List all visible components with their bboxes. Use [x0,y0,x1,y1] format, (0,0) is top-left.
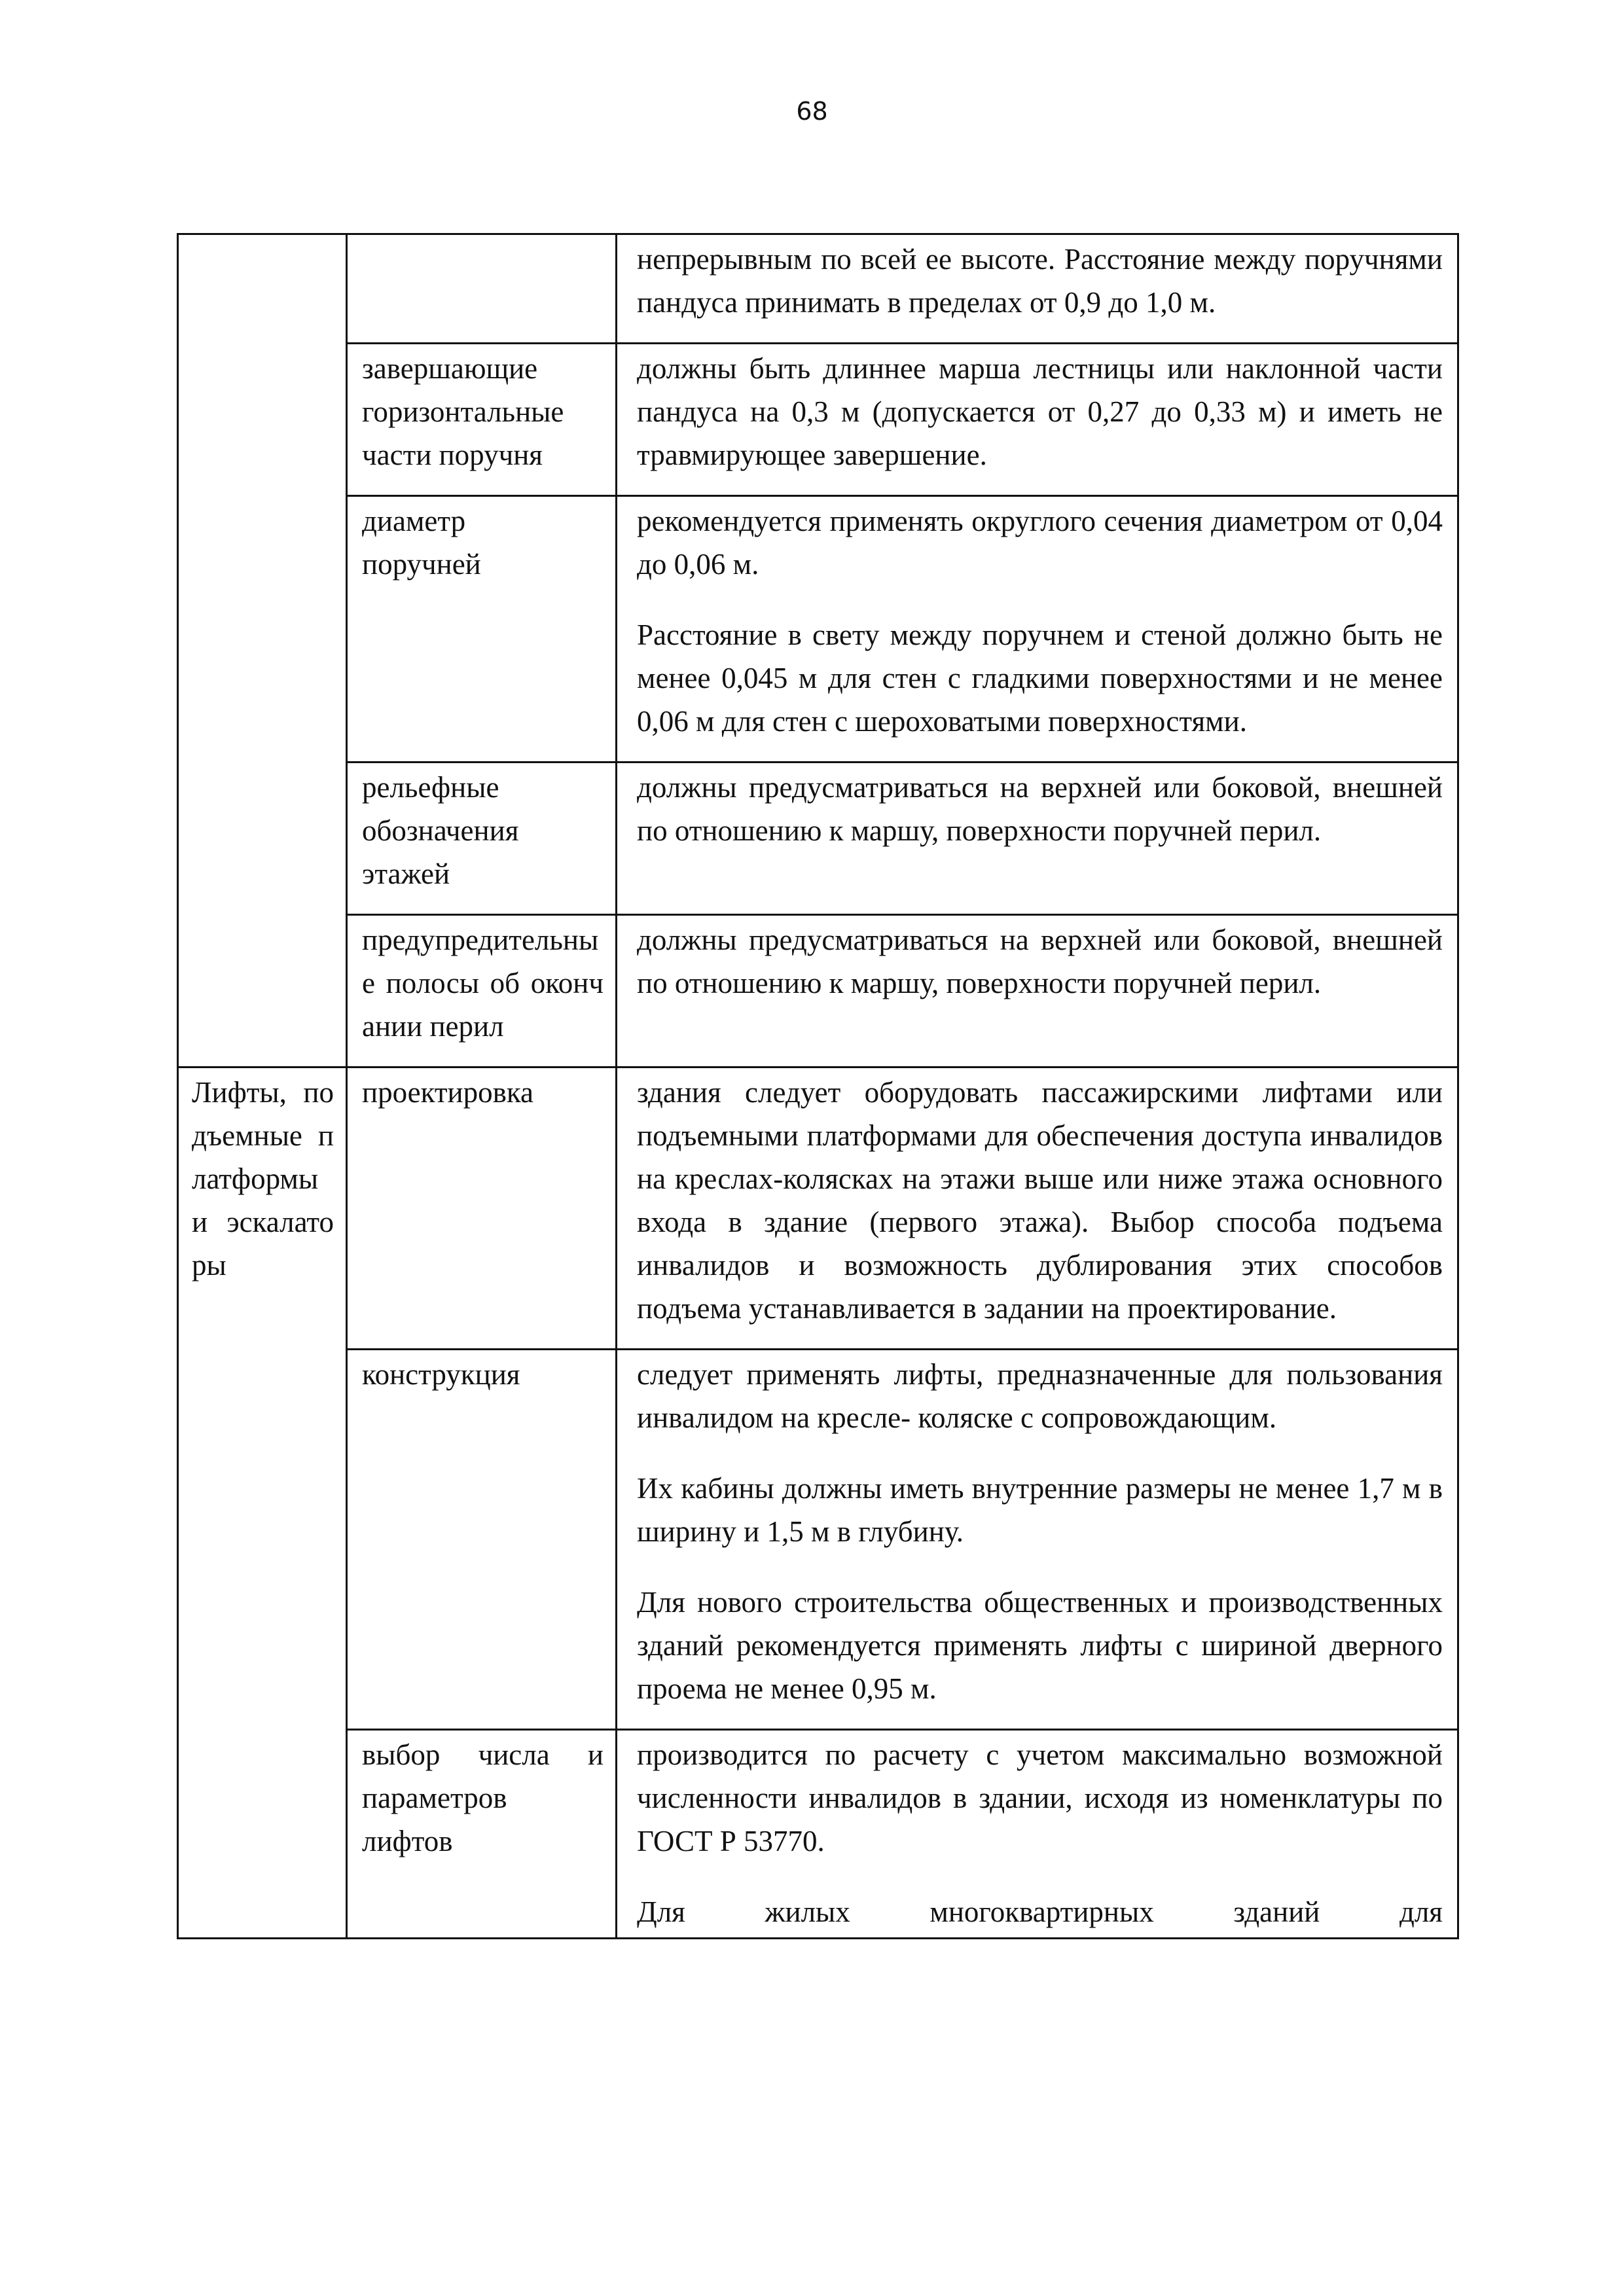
param-label: конструкция [362,1358,520,1391]
page-number: 68 [796,97,828,126]
param-label: завершающие горизонтальные части поручня [362,352,564,471]
requirement-text: непрерывным по всей ее высоте. Расстояние между поручнями пандуса принимать в пределах от 0,9 до 1,0 м. [637,243,1443,319]
requirement-text: должны быть длиннее марша лестницы или наклонной части пандуса на 0,3 м (допускается от 0,27 до 0,33 м) и иметь не травмирующее завершение. [637,352,1443,471]
requirement-cell [617,915,1458,1067]
requirement-cell [617,762,1458,915]
group-cell [178,1067,347,1939]
param-cell [347,915,617,1067]
requirement-cell [617,1067,1458,1350]
requirement-text: Для жилых многоквартирных зданий для [637,1895,1443,1928]
param-cell [347,1350,617,1730]
requirement-text: производится по расчету с учетом максимально возможной численности инвалидов в здании, исходя из номенклатуры по ГОСТ Р 53770. [637,1738,1443,1857]
table-row [178,496,1458,762]
param-cell [347,234,617,344]
param-cell [347,1730,617,1939]
param-label: предупредительные полосы об окончании перил [362,924,604,1043]
param-label: выбор числа и параметров лифтов [362,1738,604,1857]
param-label: диаметр поручней [362,505,481,581]
param-cell [347,762,617,915]
requirement-text: Их кабины должны иметь внутренние размеры не менее 1,7 м в ширину и 1,5 м в глубину. [637,1472,1443,1548]
param-label: рельефные обозначения этажей [362,771,519,890]
group-label: Лифты, подъемные платформы и эскалаторы [192,1076,334,1282]
requirement-cell [617,1730,1458,1939]
requirements-table [177,233,1459,1939]
requirement-text: следует применять лифты, предназначенные для пользования инвалидом на кресле- коляске с сопровождающим. [637,1358,1443,1434]
requirement-text: Расстояние в свету между поручнем и стеной должно быть не менее 0,045 м для стен с гладкими поверхностями и не менее 0,06 м для стен с шероховатыми поверхностями. [637,619,1443,738]
requirement-text: здания следует оборудовать пассажирскими лифтами или подъемными платформами для обеспечения доступа инвалидов на креслах-колясках на этажи выше или ниже этажа основного входа в здание (первого этажа). Выбор способа подъема инвалидов и возможность дублирования этих способов подъема устанавливается в задании на проектирование. [637,1076,1443,1325]
table-row [178,1350,1458,1730]
group-cell-empty [178,234,347,1067]
param-label: проектировка [362,1076,534,1109]
table-row [178,234,1458,344]
param-cell [347,496,617,762]
requirement-text: Для нового строительства общественных и производственных зданий рекомендуется применять лифты с шириной дверного проема не менее 0,95 м. [637,1586,1443,1705]
requirement-text: рекомендуется применять округлого сечения диаметром от 0,04 до 0,06 м. [637,505,1443,581]
table-row [178,1730,1458,1939]
requirement-cell [617,496,1458,762]
requirement-text: должны предусматриваться на верхней или боковой, внешней по отношению к маршу, поверхности поручней перил. [637,771,1443,847]
table-row [178,762,1458,915]
param-cell [347,1067,617,1350]
requirement-cell [617,1350,1458,1730]
table-row [178,915,1458,1067]
param-cell [347,344,617,496]
table-row [178,344,1458,496]
requirement-text: должны предусматриваться на верхней или боковой, внешней по отношению к маршу, поверхности поручней перил. [637,924,1443,999]
requirement-cell [617,344,1458,496]
requirement-cell [617,234,1458,344]
table-row [178,1067,1458,1350]
